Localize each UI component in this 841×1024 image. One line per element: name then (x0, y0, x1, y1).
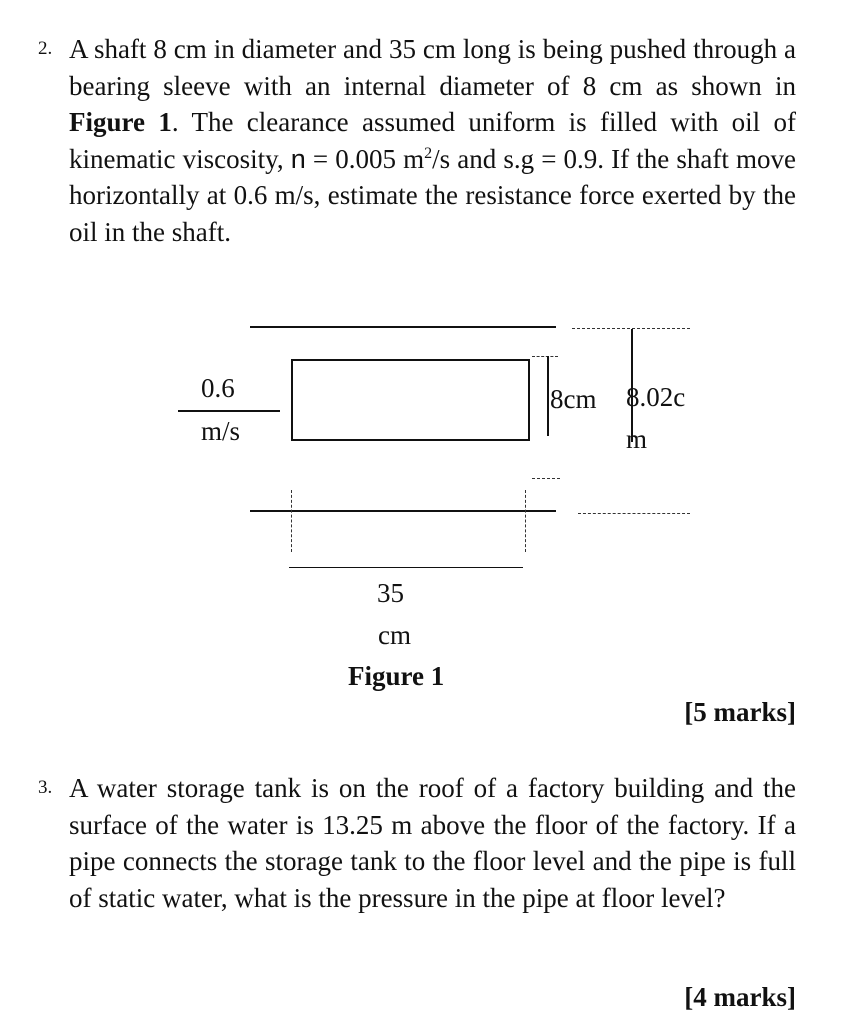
shaft-bottom-tick (532, 478, 560, 479)
shaft-diameter-label: 8cm (550, 384, 597, 414)
question-3-number: 3. (38, 777, 53, 798)
sleeve-bottom-wall (250, 510, 556, 512)
velocity-unit: m/s (201, 416, 241, 446)
velocity-value: 0.6 (201, 373, 235, 403)
question-2-marks: [5 marks] (684, 697, 796, 727)
figure-reference: Figure 1 (69, 107, 172, 137)
question-2-number: 2. (38, 38, 53, 59)
sleeve-top-wall (250, 326, 556, 328)
viscosity-symbol: n (290, 143, 306, 174)
question-2 (38, 27, 796, 250)
velocity-fraction-bar (178, 410, 280, 412)
question-3 (38, 766, 796, 916)
question-3-marks: [4 marks] (684, 982, 796, 1012)
length-dimension-line (289, 567, 523, 568)
length-left-extension (291, 490, 292, 552)
shaft-diameter-line (547, 356, 549, 436)
question-3-text: A water storage tank is on the roof of a factory building and the surface of the water is 13.25 m above the floor of the factory. If a pipe connects the storage tank to the floor level and the pipe is full of static water, what is the pressure in the pipe at floor level? (69, 773, 796, 913)
sleeve-diameter-label-2: m (626, 424, 648, 454)
sleeve-bottom-extension (578, 513, 690, 514)
shaft (291, 359, 530, 441)
sleeve-diameter-label-1: 8.02c (626, 382, 686, 412)
length-value: 35 (377, 578, 404, 608)
question-2-text: A shaft 8 cm in diameter and 35 cm long is being pushed through a bearing sleeve with an internal diameter of 8 cm as shown in Figure 1. The clearance assumed uniform is filled with oil of kinematic viscosity, n = 0.005 $m^2/s$ and s.g = 0.9. If the shaft move horizontally at 0.6 m/s, estimate the resistance force exerted by the oil in the shaft. (69, 34, 796, 247)
shaft-top-tick (532, 356, 558, 357)
length-unit: cm (378, 620, 411, 650)
figure-caption: Figure 1 (348, 661, 445, 691)
length-right-extension (525, 490, 526, 552)
